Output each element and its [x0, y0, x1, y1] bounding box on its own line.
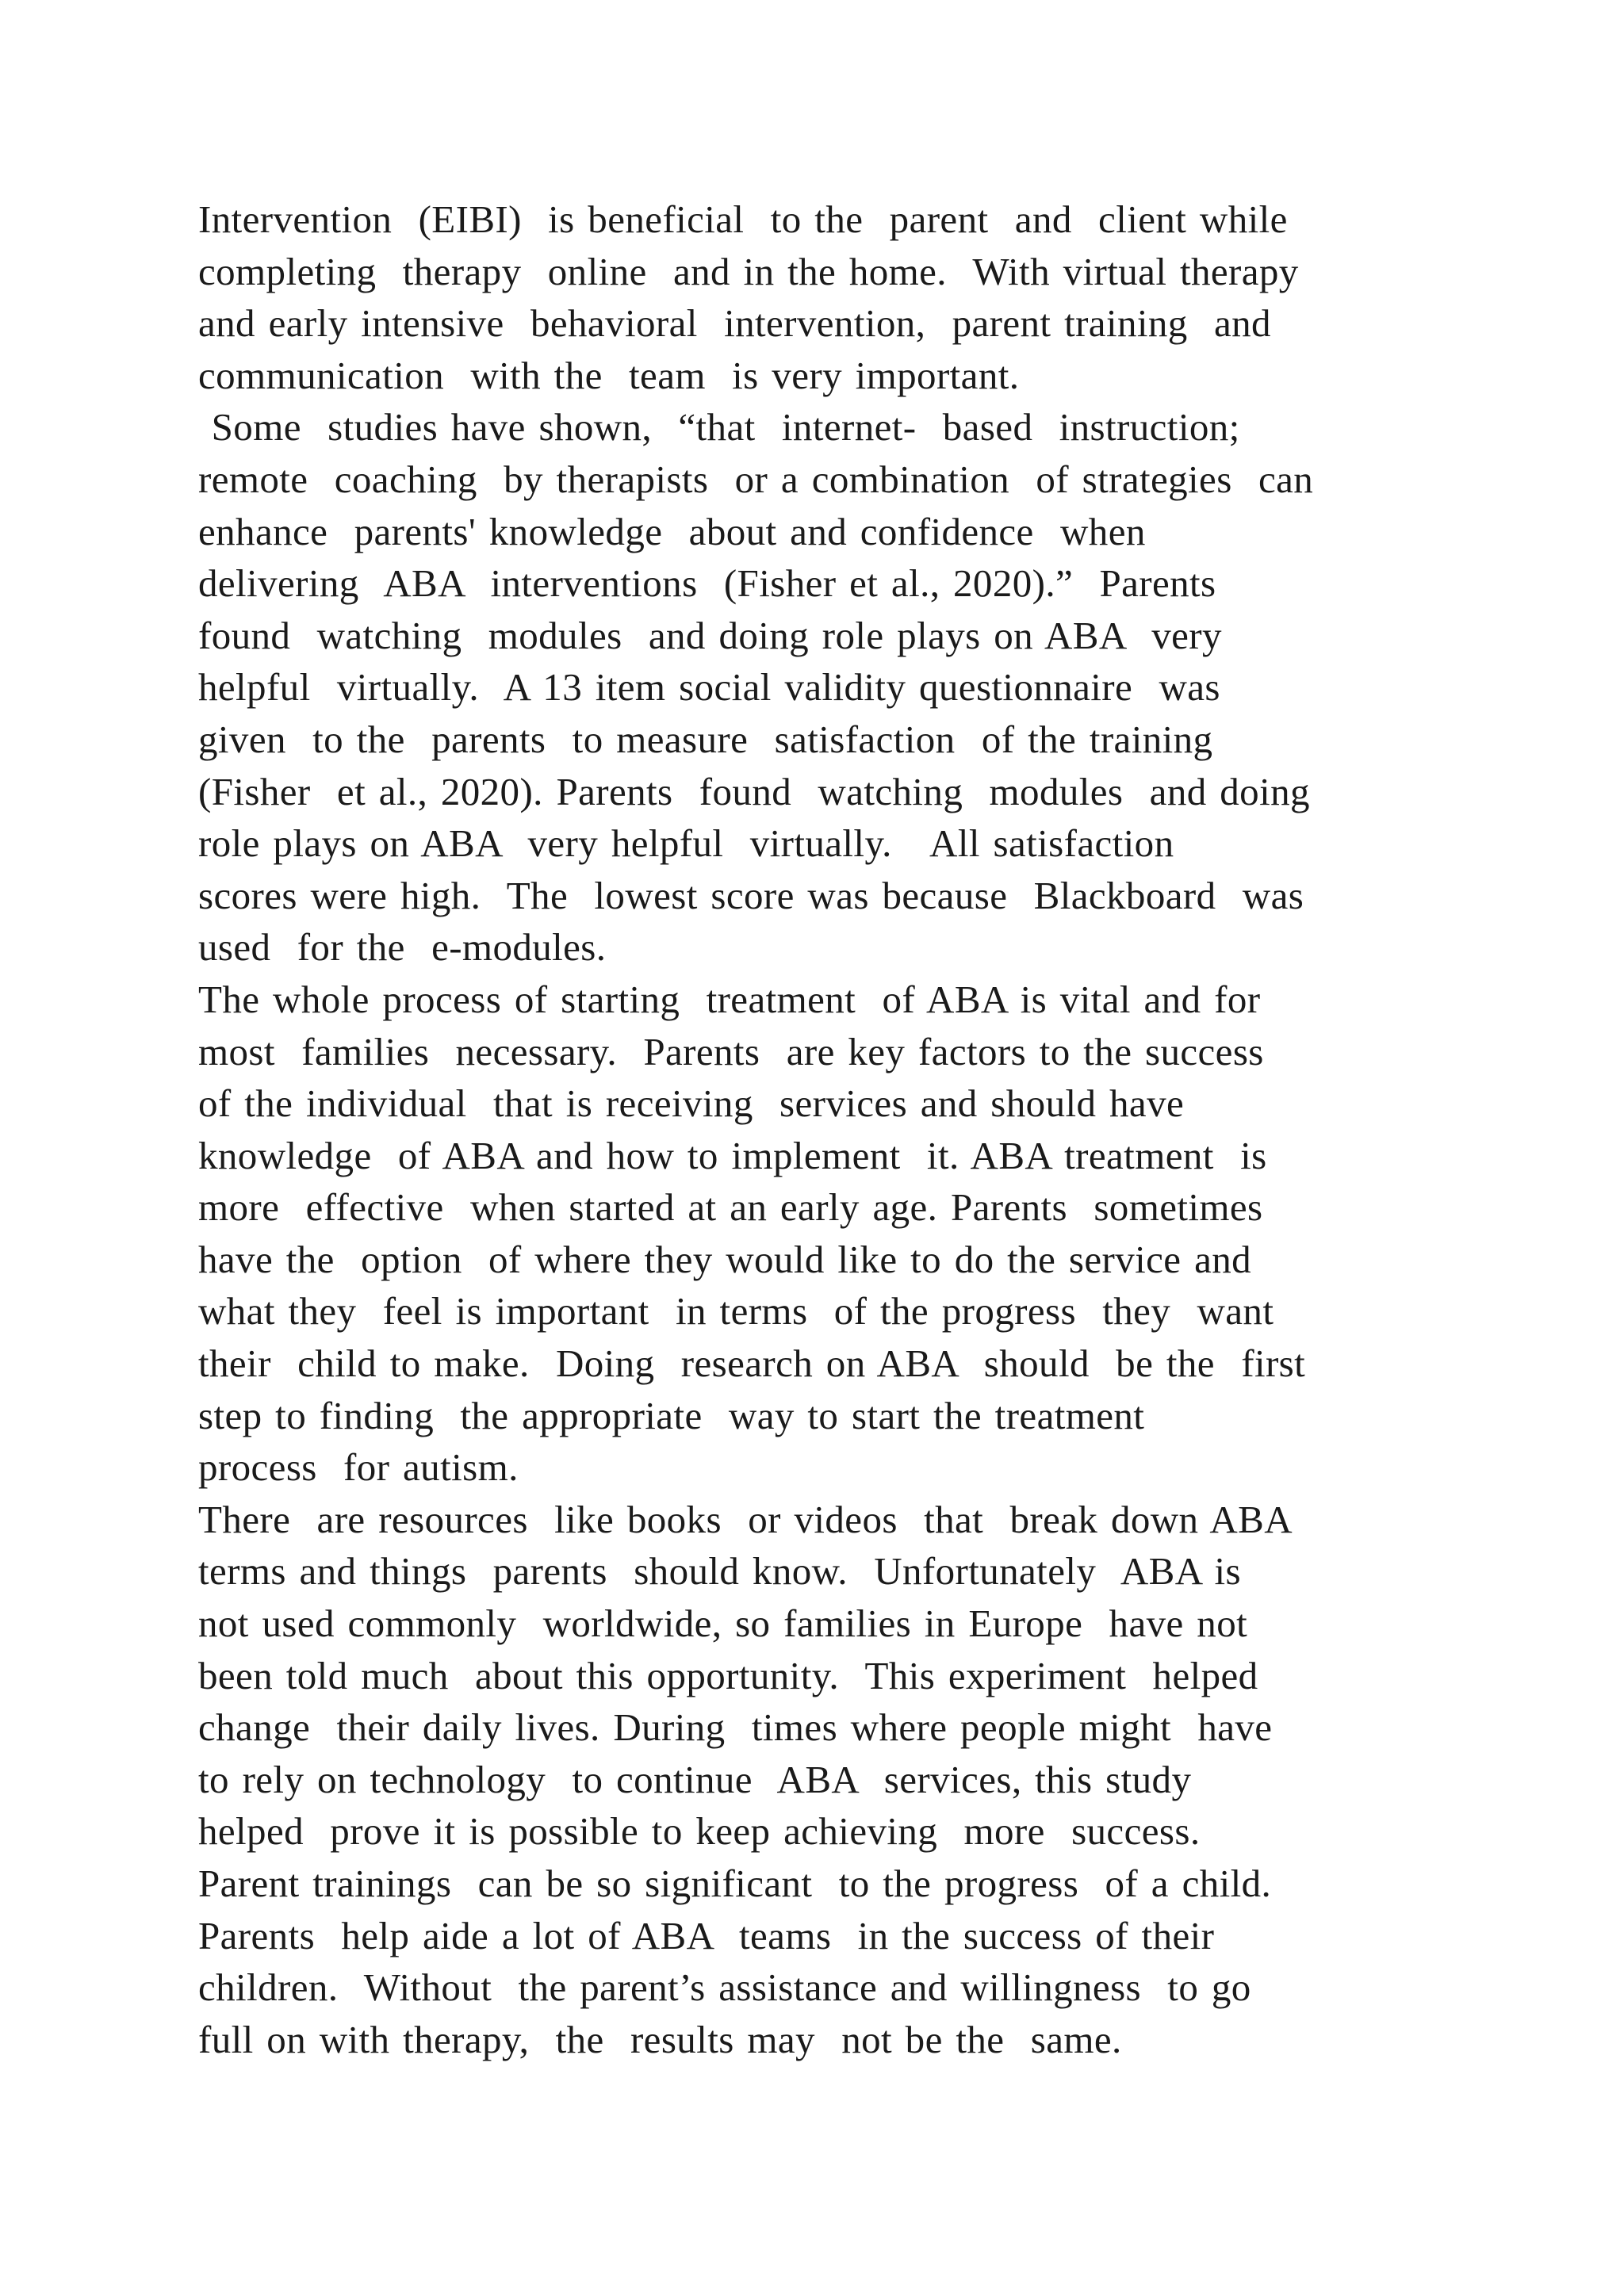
text-line: what they feel is important in terms of the progress they want — [198, 1289, 1274, 1334]
text-line: change their daily lives. During times where people might have — [198, 1705, 1273, 1750]
text-line: delivering ABA interventions (Fisher et al., 2020).” Parents — [198, 561, 1216, 606]
text-line: been told much about this opportunity. This experiment helped — [198, 1653, 1258, 1697]
text-line: helped prove it is possible to keep achieving more success. — [198, 1809, 1201, 1854]
text-line: Parent trainings can be so significant to the progress of a child. — [198, 1862, 1272, 1905]
text-line: scores were high. The lowest score was because Blackboard was — [198, 873, 1304, 917]
text-line: given to the parents to measure satisfaction of the training — [198, 717, 1213, 761]
text-line: children. Without the parent’s assistance and willingness to go — [198, 1965, 1251, 2010]
text-line: more effective when started at an early age. Parents sometimes — [198, 1185, 1263, 1230]
text-line: of the individual that is receiving services and should have — [198, 1081, 1185, 1126]
text-line: process for autism. — [198, 1445, 519, 1490]
text-line: terms and things parents should know. Unfortunately ABA is — [198, 1549, 1241, 1594]
text-line: Intervention (EIBI) is beneficial to the parent and client while — [198, 197, 1288, 241]
text-line: Some studies have shown, “that internet- based instruction; — [198, 405, 1240, 450]
text-line: used for the e-modules. — [198, 925, 607, 970]
text-line: helpful virtually. A 13 item social validity questionnaire was — [198, 665, 1220, 710]
text-line: step to finding the appropriate way to start the treatment — [198, 1393, 1145, 1437]
text-line: (Fisher et al., 2020). Parents found watching modules and doing — [198, 769, 1310, 813]
text-line: most families necessary. Parents are key factors to the success — [198, 1029, 1264, 1073]
text-line: There are resources like books or videos that break down ABA — [198, 1497, 1293, 1541]
text-line: completing therapy online and in the home. With virtual therapy — [198, 249, 1299, 293]
body-text — [198, 193, 1483, 2065]
text-line: communication with the team is very important. — [198, 353, 1020, 397]
text-line: enhance parents' knowledge about and confidence when — [198, 509, 1146, 553]
text-line: knowledge of ABA and how to implement it. ABA treatment is — [198, 1133, 1267, 1177]
text-line: full on with therapy, the results may not be the same. — [198, 2017, 1122, 2061]
text-line: The whole process of starting treatment of ABA is vital and for — [198, 977, 1261, 1021]
text-line: role plays on ABA very helpful virtually. All satisfaction — [198, 821, 1174, 866]
text-line: Parents help aide a lot of ABA teams in the success of their — [198, 1913, 1215, 1957]
text-line: remote coaching by therapists or a combination of strategies can — [198, 457, 1314, 501]
text-line: have the option of where they would like to do the service and — [198, 1237, 1252, 1281]
text-line: and early intensive behavioral intervention, parent training and — [198, 301, 1271, 346]
text-line: their child to make. Doing research on ABA should be the first — [198, 1341, 1306, 1386]
text-line: found watching modules and doing role plays on ABA very — [198, 613, 1222, 657]
text-line: not used commonly worldwide, so families in Europe have not — [198, 1601, 1248, 1646]
text-line: to rely on technology to continue ABA services, this study — [198, 1757, 1192, 1801]
